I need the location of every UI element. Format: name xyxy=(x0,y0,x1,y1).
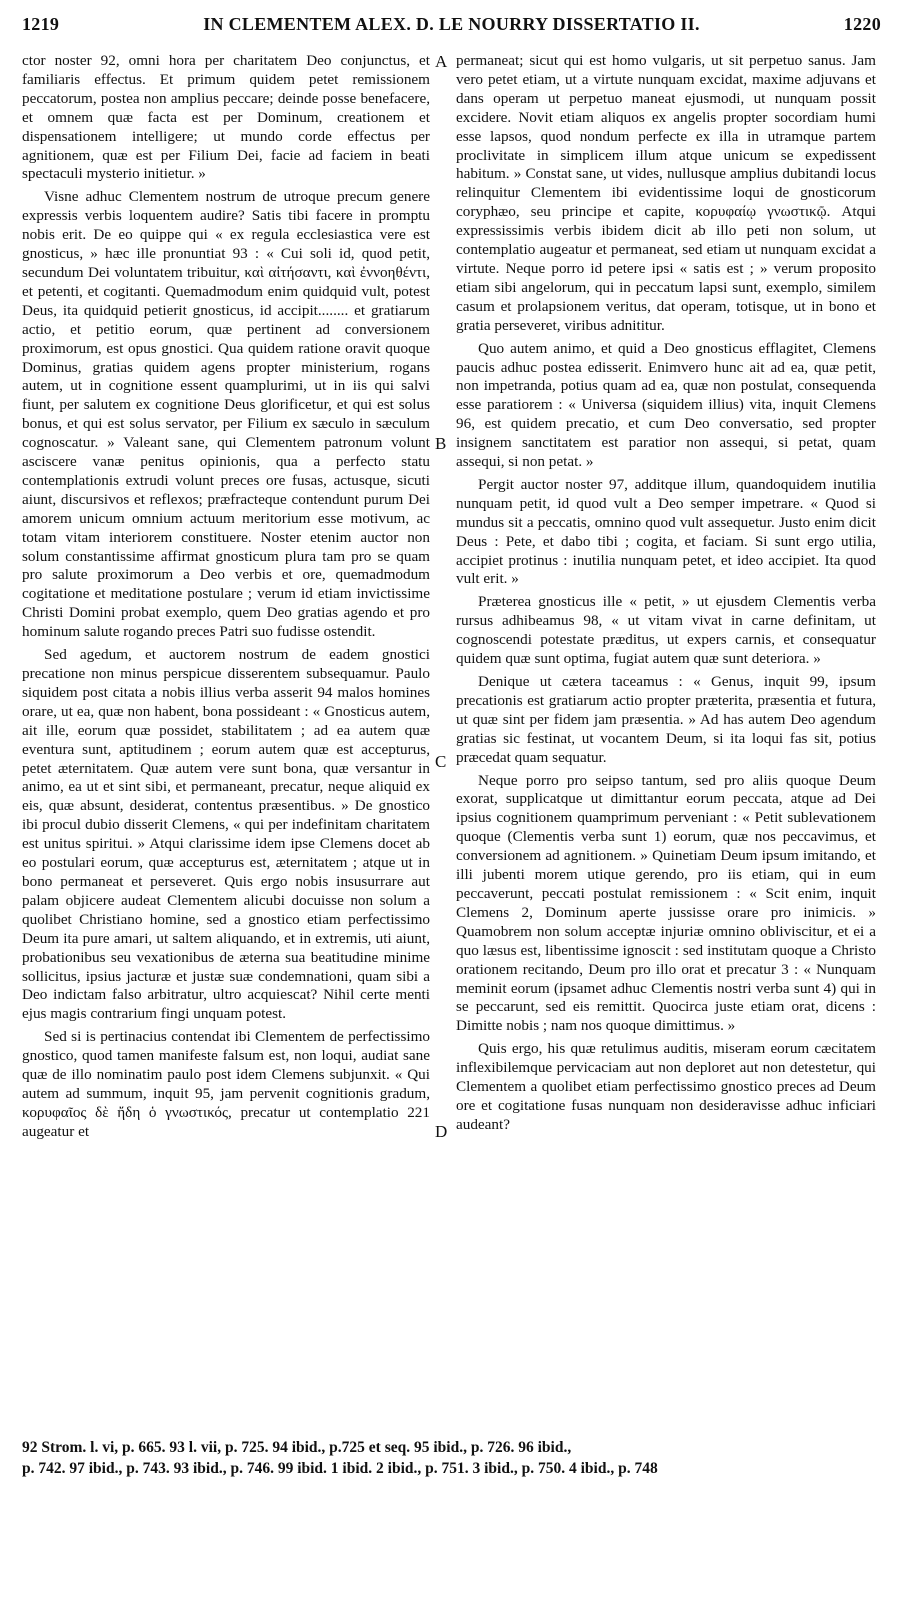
paragraph: Sed si is pertinacius contendat ibi Clementem de perfectissimo gnostico, quod tamen manifeste falsum est, non loqui, audiat sane quæ de illo nominatim paulo post idem Clemens subjunxit. « Qui autem ad summum, inquit 95, jam pervenit cognitionis gradum, κορυφαῖος δὲ ἤδη ὁ γνωστικός, precatur ut contemplatio 221 augeatur et xyxy=(22,1028,430,1140)
paragraph: permaneat; sicut qui est homo vulgaris, ut sit perpetuo sanus. Jam vero petet etiam, ut a virtute nunquam excidat, maxime adjuvans et dans operam ut perpetuo maneat ejusmodi, ut nunquam possit excidere. Novit etiam aliquos ex angelis propter socordiam humi esse lapsos, quod nondum perfecte ex illa in utramque partem proclivitate in simplicem illum atque unicum se expedissent habitum. » Constat sane, ut vides, nullusque amplius dubitandi locus relinquitur Clementem ibi evidentissime loqui de gnosticorum coryphæo, seu principe et capite, κορυφαίῳ γνωστικῷ. Atqui expressissimis verbis ibidem dicit ab illo peti non solum, ut contemplatio augeatur et permaneat, sed etiam ut nunquam excidat a virtute. Neque porro id petere ipsi « satis est ; » verum proposito etiam sibi angelorum, qui in peccatum lapsi sunt, exemplo, similem casum et prolapsionem veritus, dat operam, totisque, ut in bono et gratia perseveret, viribus adnititur. xyxy=(456,52,876,334)
footnote-line: 92 Strom. l. vi, p. 665. 93 l. vii, p. 725. 94 ibid., p.725 et seq. 95 ibid., p. 726. 96 ibid., xyxy=(22,1439,572,1456)
paragraph: Visne adhuc Clementem nostrum de utroque precum genere expressis verbis loquentem audire? Satis tibi facere in promptu nobis erit. De eo quippe qui « ex regula ecclesiastica vere est gnosticus, » hæc ille pronuntiat 93 : « Cui soli id, quod petit, secundum Dei voluntatem tribuitur, καὶ αἰτήσαντι, καὶ ἐννοηθέντι, et petenti, et cogitanti. Quemadmodum enim quidquid vult, potest Deus, ita quidquid petierit gnosticus, id accipit........ et gratiarum actio, et petitio eorum, quæ pertinent ad conversionem proximorum, est opus gnostici. Qua quidem ratione oravit quoque Dominus, gratias quidem agens propter ministerium, rogans autem, ut in cognitione essent quamplurimi, ut in iis qui salvi fiunt, per salutem ex cognitione Deus glorificetur, et qui est solus bonus, et qui est solus servator, per Filium ex sæculo in sæculum cognoscatur. » Valeant sane, qui Clementem patronum volunt asciscere vanæ penitus opinionis, qua a perfecto statu contemplationis extrudi volunt preces ore fusas, actusque, sicuti aiunt, discursivos et reflexos; præfracteque contendunt purum Dei amorem unicum omnium actuum meritorium esse motivum, ac totam vitam interiorem constituere. Noster etenim auctor non solum constantissime affirmat gnosticum plura tam pro se quam pro salute proximorum a Deo verbis et ore, quemadmodum cogitatione et meditatione postulare ; verum id etiam invictissime Christi Domini probat exemplo, quem Deo gratias agendo et pro hominum salute rogando preces Patri suo fudisse ostendit. xyxy=(22,188,430,641)
page-number-left: 1219 xyxy=(22,14,60,34)
paragraph: Quo autem animo, et quid a Deo gnosticus efflagitet, Clemens paucis adhuc postea edisserit. Enimvero hunc ait ad ea, quæ petit, non impetranda, potius quam ad ea, quæ non postulat, consequenda esse paratiorem : « Universa (siquidem illius) vita, inquit Clemens 96, est quidem precatio, et cum Deo conversatio, sed propter insignem sanctitatem est paratior non assequi, si petat, quam assequi, si non petat. » xyxy=(456,339,876,471)
footnotes xyxy=(22,1437,881,1479)
margin-marker-c: C xyxy=(435,752,447,771)
page-number-right: 1220 xyxy=(843,14,881,34)
paragraph: Sed agedum, et auctorem nostrum de eadem gnostici precatione non minus perspicue disserentem subsequamur. Paulo siquidem post citata a nobis illius verba asserit 94 malos homines orare, ut ea, quæ non habent, bona possideant : « Gnosticus autem, ait ille, eorum quæ possidet, stabilitatem ; ad ea autem quæ eventura sunt, aptitudinem ; eorum autem quæ est accepturus, petet æternitatem. Quæ autem vere sunt bona, quæ versantur in animo, ea ut et sint sibi, et permaneant, precatur, neque aliquid ex eis, quæ absunt, desiderat, contentus præsentibus. » De gnostico ibi procul dubio disserit Clemens, « qui per indefinitam charitatem est unitus spiritui. » Atqui clarissime idem ipse Clemens docet ab eo postulari eorum, quæ accepturus est, æternitatem ; atque ut in bono permaneat et perseveret. Quis ergo nobis insusurrare aut palam objicere audeat Clementem alicubi docuisse non solum a quolibet Christiano homine, sed a gnostico etiam perfectissimo Deum ita pure amari, ut saltem aliquando, et in extremis, uti aiunt, probationibus seu vexationibus de æterna sua beatitudine minime sollicitus, ipsius jacturæ et justæ suæ condemnationi, quam sibi a Deo indictam falso arbitratur, ultro acquiescat? Nihil certe menti ejus magis contrarium fingi unquam potest. xyxy=(22,646,430,1023)
margin-marker-b: B xyxy=(435,434,447,453)
paragraph: ctor noster 92, omni hora per charitatem Deo conjunctus, et familiaris effectus. Et primum quidem petet remissionem peccatorum, postea non amplius peccare; deinde posse benefacere, et omnem quæ facta est per Dominum, creationem et dispensationem intelligere; ut mundo corde effectus per agnitionem, quæ est per Filium Dei, facie ad faciem in beati spectaculi mysterio initietur. » xyxy=(22,52,430,183)
footnote-line: p. 742. 97 ibid., p. 743. 93 ibid., p. 746. 99 ibid. 1 ibid. 2 ibid., p. 751. 3 ibid., p. 750. 4 ibid., p. 748 xyxy=(22,1460,658,1477)
left-column xyxy=(22,52,430,1146)
paragraph: Neque porro pro seipso tantum, sed pro aliis quoque Deum exorat, supplicatque ut dimittantur eorum peccata, atque ad Dei ipsius cognitionem quamprimum perveniant : « Petit sublevationem quoque (Clementis verba sunt 1) eorum, quæ nos peccavimus, et conversionem ad agnitionem. » Quinetiam Deum ipsum imitando, et illi jubenti morem utique gerendo, pro iis etiam, qui in eum peccaverunt, peccati postulat remissionem : « Scit enim, inquit Clemens 2, Dominum aperte jussisse orare pro inimicis. » Quamobrem non solum acceptæ injuriæ omnino obliviscitur, et ei a quo læsus est, libentissime ignoscit : sed institutam quoque a Christo orationem recitando, Deum pro illo orat et precatur 3 : « Nunquam meminit eorum (ipsamet adhuc Clementis nostri verba sunt 4) qui in se peccarunt, sed eis remittit. Quocirca juste etiam orat, dicens : Dimitte nobis ; nam nos quoque dimittimus. » xyxy=(456,771,876,1035)
right-column xyxy=(456,52,876,1139)
paragraph: Quis ergo, his quæ retulimus auditis, miseram eorum cæcitatem inflexibilemque pervicaciam aut non deploret aut non detestetur, qui Clementem a quolibet etiam perfectissimo gnostico preces ad Deum ore et cogitatione fusas nunquam non desideravisse adhuc inficiari audeant? xyxy=(456,1040,876,1133)
paragraph: Pergit auctor noster 97, additque illum, quandoquidem inutilia nunquam petit, id quod vult a Deo semper impetrare. « Quod si mundus sit a peccatis, omnino quod vult assequetur. Justo enim dicit Deus : Pete, et dabo tibi ; cogita, et faciam. Si sunt ergo utilia, accipiet protinus : inutilia nunquam petet, et ideo accipiet. Ita quod vult erit. » xyxy=(456,475,876,588)
margin-marker-a: A xyxy=(435,52,448,71)
header-title: IN CLEMENTEM ALEX. D. LE NOURRY DISSERTATIO II. xyxy=(203,14,700,34)
paragraph: Præterea gnosticus ille « petit, » ut ejusdem Clementis verba rursus adhibeamus 98, « ut vitam vivat in carne definitam, ut cognoscendi potestate præditus, ut expers carnis, et consequatur quidem quæ sunt optima, fugiat autem quæ sunt deteriora. » xyxy=(456,593,876,668)
margin-marker-d: D xyxy=(435,1122,448,1141)
running-header xyxy=(22,6,881,36)
paragraph: Denique ut cætera taceamus : « Genus, inquit 99, ipsum precationis est gratiarum actio propter præterita, præsentia et futura, ut quæ sint per fidem jam præsentia. » Ad has autem Deo agendum gratias sic festinat, ut vocantem Deum, si ita loqui fas sit, potius præcedat quam sequatur. xyxy=(456,673,876,766)
